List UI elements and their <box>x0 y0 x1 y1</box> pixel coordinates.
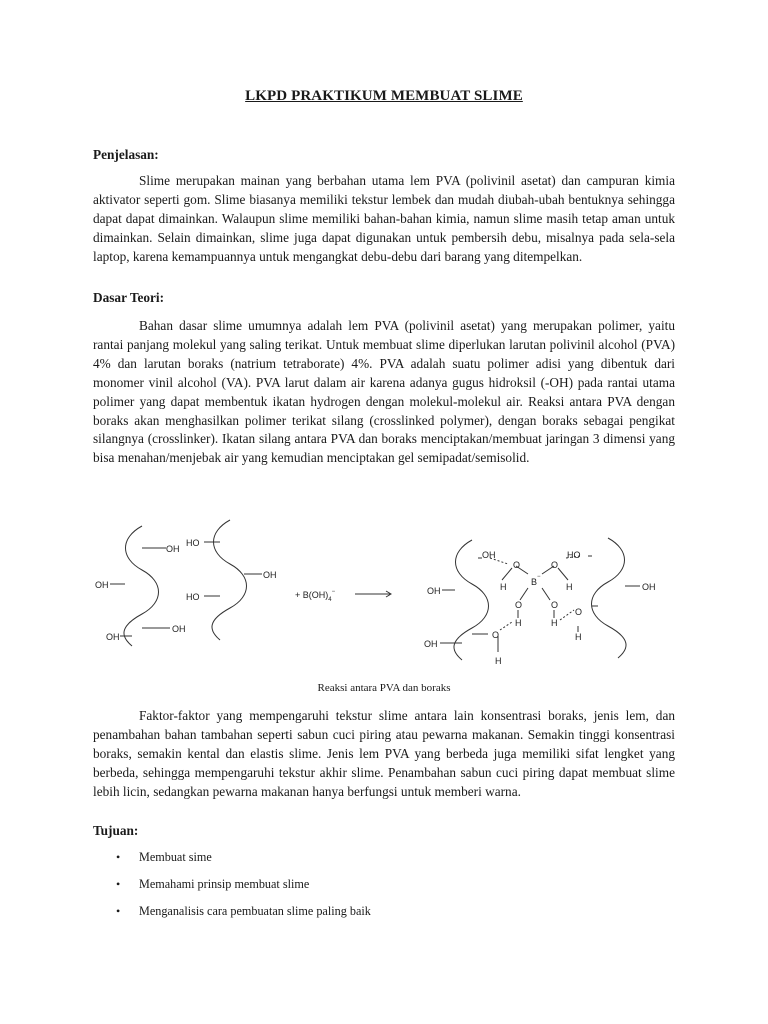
pva-chain-left-2 <box>212 520 247 640</box>
label-ho: HO <box>186 592 200 602</box>
tujuan-list <box>93 848 653 929</box>
label-oh: OH <box>642 582 656 592</box>
label-oh: OH <box>166 544 180 554</box>
label-h: H <box>566 582 573 592</box>
paragraph-faktor: Faktor-faktor yang mempengaruhi tekstur slime antara lain konsentrasi boraks, jenis lem, dan penambahan bahan tambahan seperti sabun cuci piring atau pewarna makanan. Semakin tinggi konsentrasi boraks, semakin kental dan elastis slime. Jenis lem PVA yang berbeda juga memiliki sifat lengket yang berbeda, sehingga mempengaruhi tekstur akhir slime. Penambahan sabun cuci piring dapat membuat slime lebih licin, sedangkan pewarna makanan hanya berfungsi untuk memberi warna. <box>93 708 675 799</box>
label-boron: B <box>531 577 538 587</box>
label-o: O <box>513 560 521 570</box>
label-h: H <box>515 618 522 628</box>
label-h: H <box>500 582 507 592</box>
list-item <box>93 875 653 902</box>
list-item-text: Membuat sime <box>139 850 212 864</box>
label-ho: HO <box>186 538 200 548</box>
list-item-text: Menganalisis cara pembuatan slime paling baik <box>139 904 371 918</box>
heading-penjelasan: Penjelasan: <box>93 147 159 162</box>
label-oh: OH <box>482 550 496 560</box>
bullet-icon: • <box>116 850 121 864</box>
figure-caption: Reaksi antara PVA dan boraks <box>317 682 451 694</box>
label-oh: OH <box>427 586 441 596</box>
paragraph-dasar-teori: Bahan dasar slime umumnya adalah lem PVA (polivinil asetat) yang merupakan polimer, yaitu rantai panjang molekul yang saling terikat. Untuk membuat slime diperlukan larutan polivinil alcohol (PVA) 4% dan larutan boraks (natrium tetraborate) 4%. PVA adalah suatu polimer adisi yang dibentuk dari monomer vinil alcohol (VA). PVA larut dalam air karena adanya gugus hidroksil (-OH) pada rantai utama polimer yang dapat membentuk ikatan hydrogen dengan molekul-molekul air. Reaksi antara PVA dengan boraks akan menghasilkan polimer terikat silang (crosslinked polymer), dengan boraks sebagai pengikat silangnya (crosslinker). Ikatan silang antara PVA dan boraks menciptakan/membuat jaringan 3 dimensi yang bisa menahan/menjebak air yang kemudian menciptakan gel semipadat/semisolid. <box>93 318 675 466</box>
label-oh: OH <box>106 632 120 642</box>
label-o: O <box>575 607 583 617</box>
bullet-icon: • <box>116 877 121 891</box>
paragraph-penjelasan: Slime merupakan mainan yang berbahan utama lem PVA (polivinil asetat) dan campuran kimia aktivator seperti gom. Slime biasanya memiliki tekstur lembek dan mudah diubah-ubah bentuknya sehingga dapat dapat dimainkan. Walaupun slime memiliki bahan-bahan kimia, namun slime masih tetap aman untuk dimainkan. Selain dimainkan, slime juga dapat digunakan untuk pembersih debu, misalnya pada sela-sela laptop, karena kemampuannya untuk mengangkat debu-debu dari barang yang ditempelkan. <box>93 173 675 264</box>
list-item <box>93 902 653 929</box>
label-o: O <box>551 560 559 570</box>
label-oh: OH <box>263 570 277 580</box>
label-oh: OH <box>424 639 438 649</box>
document-title: LKPD PRAKTIKUM MEMBUAT SLIME <box>245 88 523 104</box>
list-item-text: Memahami prinsip membuat slime <box>139 877 310 891</box>
label-h: H <box>551 618 558 628</box>
label-o: O <box>492 630 500 640</box>
label-h: H <box>495 656 502 666</box>
label-o: O <box>551 600 559 610</box>
bullet-icon: • <box>116 904 121 918</box>
label-oh: OH <box>95 580 109 590</box>
list-item <box>93 848 653 875</box>
label-ho: HO <box>567 550 581 560</box>
label-h: H <box>575 632 582 642</box>
pva-chain-right-2 <box>592 538 627 658</box>
heading-tujuan: Tujuan: <box>93 823 139 838</box>
label-minus: − <box>537 574 541 580</box>
pva-borax-reaction-diagram <box>80 518 690 678</box>
heading-dasar-teori: Dasar Teori: <box>93 290 165 305</box>
label-o: O <box>515 600 523 610</box>
label-oh: OH <box>172 624 186 634</box>
reagent-label: + $B(OH)_4^-$ <box>295 589 336 603</box>
